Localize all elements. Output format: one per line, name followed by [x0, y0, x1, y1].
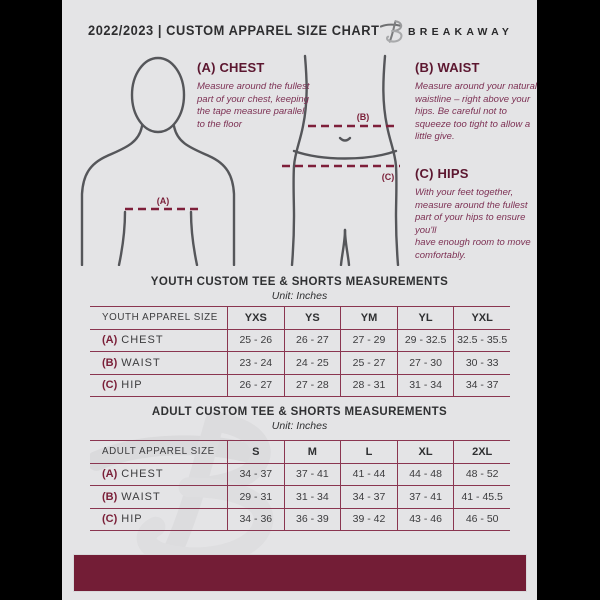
- youth-hip-ym: 28 - 31: [340, 375, 397, 397]
- youth-hip-yl: 31 - 34: [397, 375, 454, 397]
- youth-size-yl: YL: [397, 307, 454, 329]
- chest-instructions: [197, 60, 313, 131]
- table-row: [90, 352, 510, 375]
- adult-size-table: [90, 440, 510, 531]
- youth-hip-yxs: 26 - 27: [227, 375, 284, 397]
- youth-header-cell: YOUTH APPAREL SIZE: [102, 312, 218, 324]
- table-row: [90, 330, 510, 353]
- youth-size-ym: YM: [340, 307, 397, 329]
- adult-hip-l: 39 - 42: [340, 509, 397, 531]
- youth-table-title: YOUTH CUSTOM TEE & SHORTS MEASUREMENTS: [150, 276, 449, 288]
- adult-chest-s: 34 - 37: [227, 464, 284, 486]
- chest-marker-label: (A): [156, 196, 170, 206]
- adult-table-unit: Unit: Inches: [271, 420, 328, 432]
- adult-waist-xl: 37 - 41: [397, 486, 454, 508]
- adult-size-l: L: [340, 441, 397, 463]
- adult-chest-2xl: 48 - 52: [453, 464, 510, 486]
- page-title: 2022/2023 | CUSTOM APPAREL SIZE CHART: [88, 23, 380, 38]
- youth-waist-yxs: 23 - 24: [227, 352, 284, 374]
- youth-size-yxl: YXL: [453, 307, 510, 329]
- adult-waist-label: (B) WAIST: [102, 490, 161, 503]
- youth-waist-yl: 27 - 30: [397, 352, 454, 374]
- youth-chest-ym: 27 - 29: [340, 330, 397, 352]
- waist-marker-label: (B): [356, 112, 370, 122]
- adult-hip-m: 36 - 39: [284, 509, 341, 531]
- adult-waist-l: 34 - 37: [340, 486, 397, 508]
- waist-text: Measure around your natural waistline – right above your hips. Be careful not to squeeze too tight to allow a little give.: [415, 81, 537, 143]
- adult-hip-xl: 43 - 46: [397, 509, 454, 531]
- adult-header-cell: ADULT APPAREL SIZE: [102, 446, 215, 458]
- youth-waist-yxl: 30 - 33: [453, 352, 510, 374]
- adult-header-row: [90, 441, 510, 464]
- adult-table-title: ADULT CUSTOM TEE & SHORTS MEASUREMENTS: [151, 406, 448, 418]
- chest-heading: (A) CHEST: [197, 60, 265, 75]
- hips-marker-label: (C): [381, 172, 395, 182]
- waist-instructions: [415, 60, 537, 144]
- table-row: [90, 464, 510, 487]
- size-chart-document: [62, 0, 537, 600]
- youth-waist-label: (B) WAIST: [102, 356, 161, 369]
- adult-hip-s: 34 - 36: [227, 509, 284, 531]
- youth-chest-yxl: 32.5 - 35.5: [453, 330, 510, 352]
- youth-header-row: [90, 307, 510, 330]
- adult-chest-l: 41 - 44: [340, 464, 397, 486]
- youth-chest-label: (A) CHEST: [102, 334, 164, 347]
- youth-hip-yxl: 34 - 37: [453, 375, 510, 397]
- chest-text: Measure around the fullest part of your chest, keeping the tape measure parallel to the floor: [197, 81, 310, 130]
- adult-chest-m: 37 - 41: [284, 464, 341, 486]
- hips-heading: (C) HIPS: [415, 166, 469, 181]
- adult-chest-xl: 44 - 48: [397, 464, 454, 486]
- hips-instructions: [415, 166, 537, 262]
- adult-chest-label: (A) CHEST: [102, 468, 164, 481]
- youth-chest-ys: 26 - 27: [284, 330, 341, 352]
- adult-hip-label: (C) HIP: [102, 513, 143, 526]
- youth-hip-label: (C) HIP: [102, 379, 143, 392]
- footer-accent-bar: [73, 554, 527, 592]
- youth-size-ys: YS: [284, 307, 341, 329]
- youth-size-yxs: YXS: [227, 307, 284, 329]
- hips-text: With your feet together, measure around the fullest part of your hips to ensure you'll have enough room to move comfortably.: [415, 187, 531, 261]
- youth-size-table: [90, 306, 510, 397]
- youth-chest-yxs: 25 - 26: [227, 330, 284, 352]
- youth-waist-ys: 24 - 25: [284, 352, 341, 374]
- adult-size-xl: XL: [397, 441, 454, 463]
- youth-table-unit: Unit: Inches: [271, 290, 328, 302]
- adult-size-m: M: [284, 441, 341, 463]
- adult-waist-s: 29 - 31: [227, 486, 284, 508]
- adult-size-2xl: 2XL: [453, 441, 510, 463]
- table-row: [90, 509, 510, 532]
- adult-waist-2xl: 41 - 45.5: [453, 486, 510, 508]
- table-row: [90, 375, 510, 398]
- breakaway-b-logo-icon: [380, 16, 406, 46]
- youth-chest-yl: 29 - 32.5: [397, 330, 454, 352]
- waist-heading: (B) WAIST: [415, 60, 480, 75]
- brand-name: BREAKAWAY: [408, 26, 514, 38]
- adult-waist-m: 31 - 34: [284, 486, 341, 508]
- adult-hip-2xl: 46 - 50: [453, 509, 510, 531]
- youth-hip-ys: 27 - 28: [284, 375, 341, 397]
- adult-size-s: S: [227, 441, 284, 463]
- table-row: [90, 486, 510, 509]
- youth-waist-ym: 25 - 27: [340, 352, 397, 374]
